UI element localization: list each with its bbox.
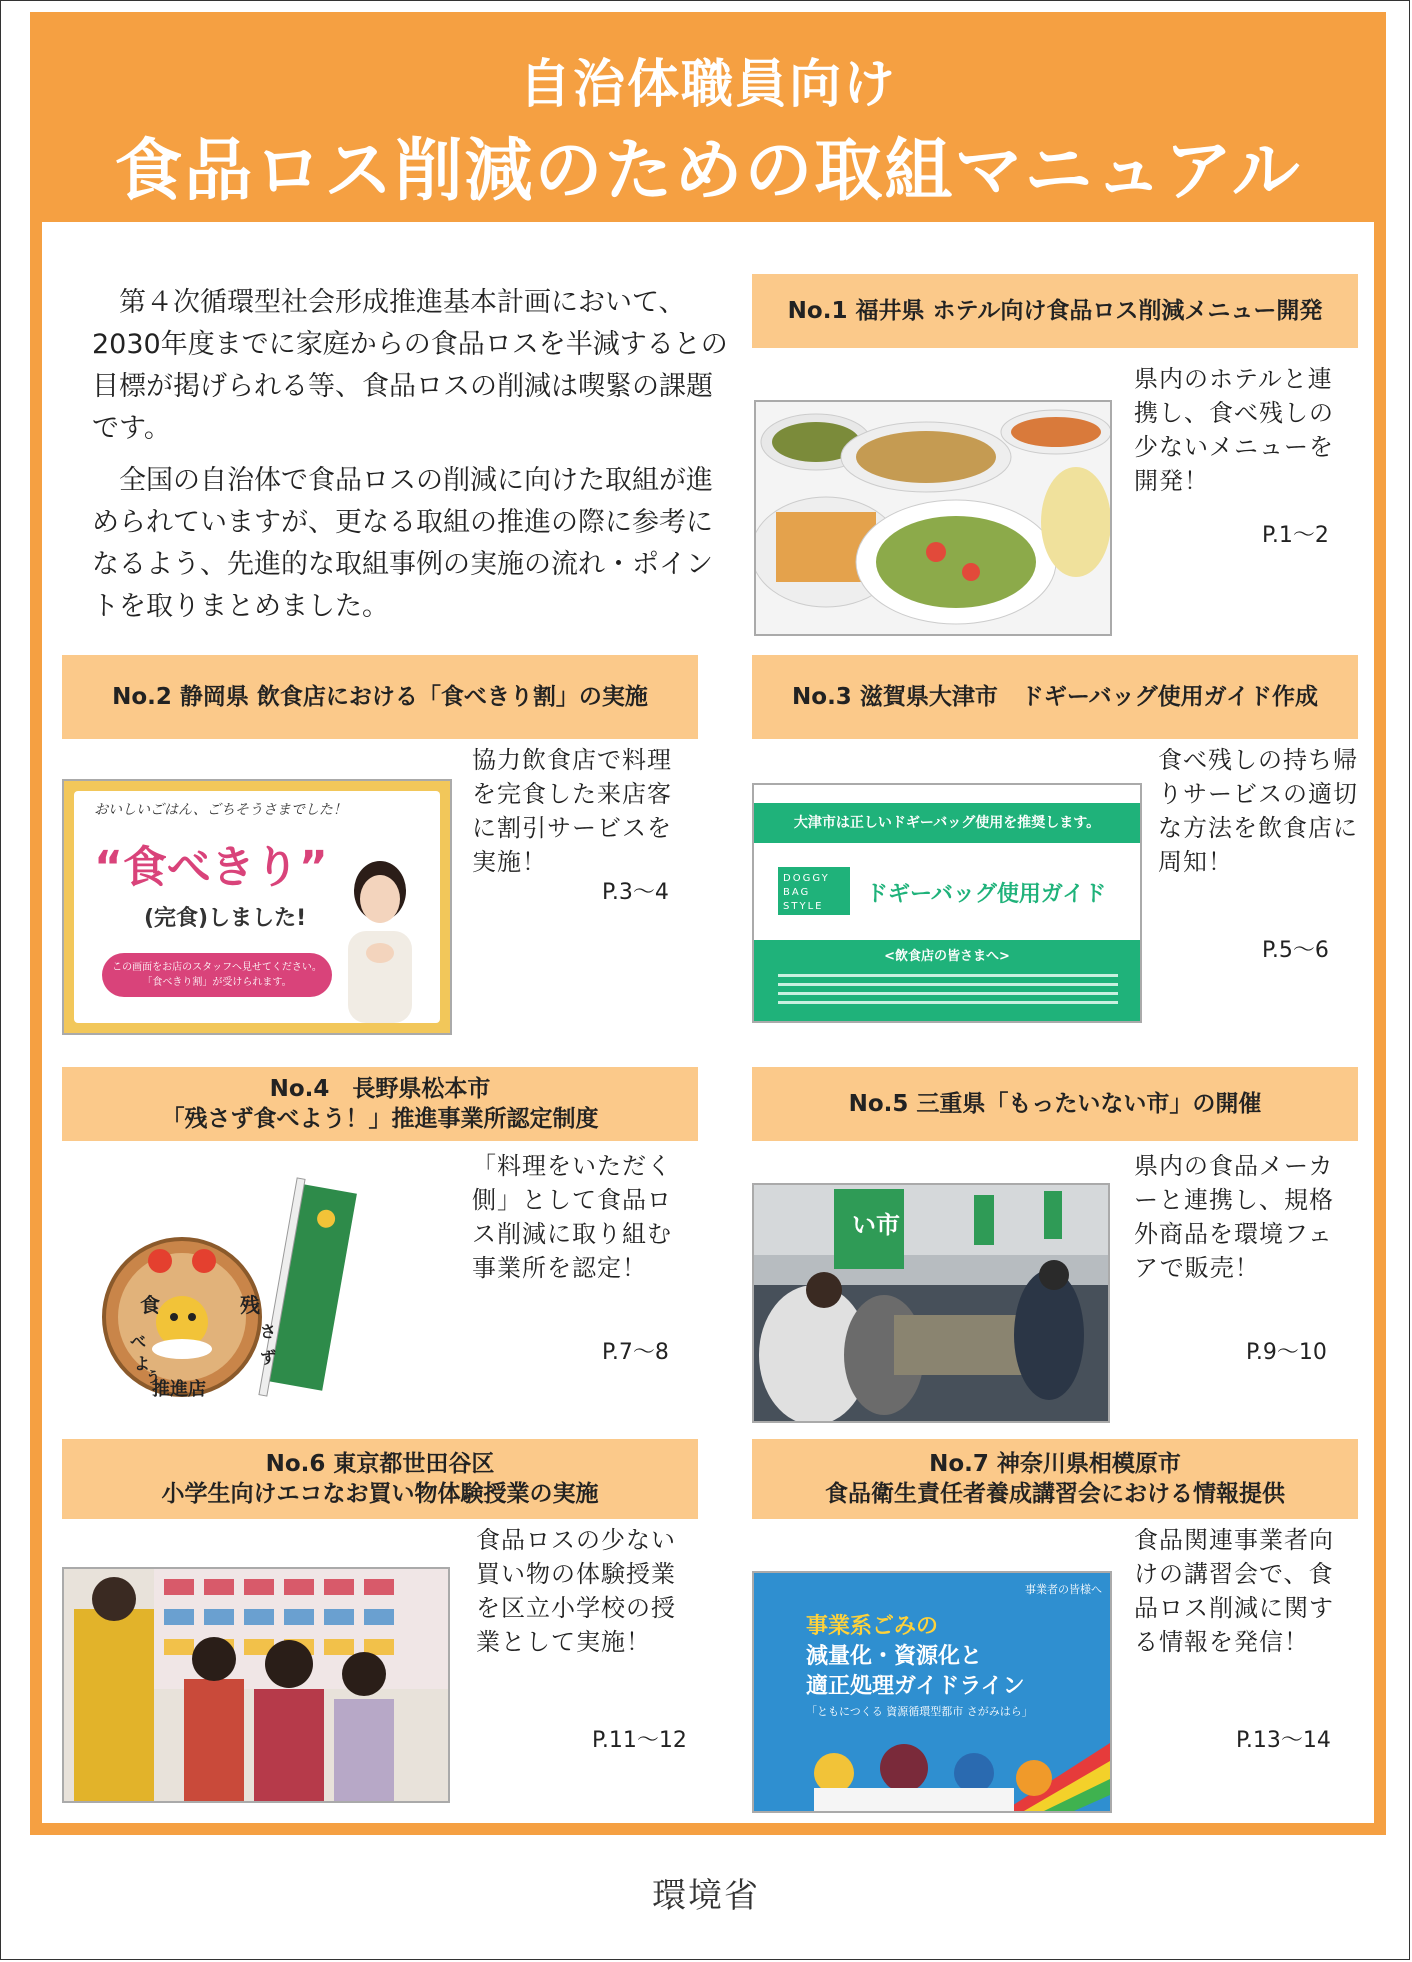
flag-text: い市 xyxy=(852,1211,900,1239)
case-3-description: 食べ残しの持ち帰りサービスの適切な方法を飲食店に周知！ xyxy=(1158,746,1358,876)
case-7-title xyxy=(752,1439,1358,1519)
guideline-line-4: 「ともにつくる 資源循環型都市 さがみはら」 xyxy=(806,1705,1033,1718)
guide-text-lines xyxy=(778,968,1118,1010)
case-2-description: 協力飲食店で料理を完食した来店客に割引サービスを実施！ xyxy=(472,746,672,876)
intro-paragraph-2: 全国の自治体で食品ロスの削減に向けた取組が進められていますが、更なる取組の推進の際に参考になるよう、先進的な取組事例の実施の流れ・ポイントを取りまとめました。 xyxy=(92,465,713,622)
card-pill-line-2: 「食べきり割」が受けられます。 xyxy=(142,977,292,988)
header-title: 食品ロス削減のための取組マニュアル xyxy=(114,132,1302,211)
card-top-text: おいしいごはん、ごちそうさまでした！ xyxy=(94,802,347,818)
card-sub-text: (完食)しました! xyxy=(144,906,307,931)
case-6-photo xyxy=(62,1567,450,1803)
case-5 xyxy=(752,1067,1358,1427)
guideline-line-1: 事業系ごみの xyxy=(806,1614,939,1639)
case-4-pages: P.7～8 xyxy=(602,1340,669,1365)
manual-cover-frame xyxy=(30,12,1386,1835)
case-6-description: 食品ロスの少ない買い物の体験授業を区立小学校の授業として実施！ xyxy=(476,1526,676,1656)
case-1-title: No.1 福井県 ホテル向け食品ロス削減メニュー開発 xyxy=(752,274,1358,348)
case-3-pages: P.5～6 xyxy=(1262,938,1329,963)
header xyxy=(30,12,1386,222)
case-1-pages: P.1～2 xyxy=(1262,523,1329,548)
case-7-title-line-2: 食品衛生責任者養成講習会における情報提供 xyxy=(825,1481,1285,1507)
case-6-title-line-1: No.6 東京都世田谷区 xyxy=(265,1451,495,1477)
case-3 xyxy=(752,655,1358,1035)
case-1-photo xyxy=(754,400,1112,636)
case-6 xyxy=(62,1439,698,1809)
intro-paragraph-1: 第４次循環型社会形成推進基本計画において、2030年度までに家庭からの食品ロスを半減するとの目標が掲げられる等、食品ロスの削減は喫緊の課題です。 xyxy=(92,287,728,444)
guide-corner-text: 事業者の皆様へ xyxy=(1025,1583,1102,1596)
doggy-logo: DOGGY BAG STYLE xyxy=(778,867,850,915)
case-2 xyxy=(62,655,698,1035)
characters-illustration xyxy=(754,1723,1110,1811)
case-5-description: 県内の食品メーカーと連携し、規格外商品を環境フェアで販売！ xyxy=(1134,1152,1334,1282)
badge-char-7: う xyxy=(146,1370,160,1386)
case-7-title-line-1: No.7 神奈川県相模原市 xyxy=(929,1451,1181,1477)
content-area xyxy=(42,222,1374,1823)
badge-char-6: よ xyxy=(134,1354,151,1373)
guideline-line-3: 適正処理ガイドライン xyxy=(806,1674,1025,1699)
guideline-line-2: 減量化・資源化と xyxy=(806,1644,983,1669)
guide-title: ドギーバッグ使用ガイド xyxy=(866,882,1107,907)
header-subtitle: 自治体職員向け xyxy=(518,55,897,115)
guide-sub: <飲食店の皆さまへ> xyxy=(884,949,1010,964)
case-3-image xyxy=(752,783,1142,1023)
intro-text xyxy=(92,282,732,638)
case-7-description: 食品関連事業者向けの講習会で、食品ロス削減に関する情報を発信！ xyxy=(1134,1526,1334,1656)
case-4-title xyxy=(62,1067,698,1141)
card-pill xyxy=(102,953,332,997)
badge-char-4: ず xyxy=(260,1348,277,1367)
case-3-title: No.3 滋賀県大津市 ドギーバッグ使用ガイド作成 xyxy=(752,655,1358,739)
case-7-pages: P.13～14 xyxy=(1236,1728,1331,1753)
badge-char-2: 残 xyxy=(240,1293,260,1317)
case-4-title-line-1: No.4 長野県松本市 xyxy=(269,1076,491,1102)
card-big-text: “食べきり” xyxy=(94,842,328,893)
case-6-title-line-2: 小学生向けエコなお買い物体験授業の実施 xyxy=(161,1481,599,1507)
case-7 xyxy=(752,1439,1358,1809)
woman-illustration xyxy=(330,861,430,1023)
badge-char-3: さ xyxy=(260,1322,277,1341)
case-1 xyxy=(752,274,1358,564)
case-4-title-line-2: 「残さず食べよう！」推進事業所認定制度 xyxy=(161,1106,599,1132)
footer-ministry: 環境省 xyxy=(652,1876,760,1916)
case-2-title: No.2 静岡県 飲食店における「食べきり割」の実施 xyxy=(62,655,698,739)
case-1-description: 県内のホテルと連携し、食べ残しの少ないメニューを開発！ xyxy=(1134,365,1334,495)
case-5-title: No.5 三重県「もったいない市」の開催 xyxy=(752,1067,1358,1141)
case-6-pages: P.11～12 xyxy=(592,1728,687,1753)
badge-char-5: べ xyxy=(130,1332,147,1351)
case-4-description: 「料理をいただく側」として食品ロス削減に取り組む事業所を認定！ xyxy=(472,1152,672,1282)
case-4 xyxy=(62,1067,698,1400)
case-2-pages: P.3～4 xyxy=(602,880,669,905)
card xyxy=(74,791,440,1023)
badge-char-1: 食 xyxy=(140,1293,160,1317)
case-6-title xyxy=(62,1439,698,1519)
guide-banner: 大津市は正しいドギーバッグ使用を推奨します。 xyxy=(754,803,1140,843)
case-5-pages: P.9～10 xyxy=(1246,1340,1327,1365)
case-7-image xyxy=(752,1571,1112,1813)
guide-body xyxy=(754,940,1140,1023)
case-5-photo xyxy=(752,1183,1110,1423)
card-pill-line-1: この画面をお店のスタッフへ見せてください。 xyxy=(112,962,322,973)
badge-bottom-text: 推進店 xyxy=(152,1379,206,1400)
case-2-image xyxy=(62,779,452,1035)
